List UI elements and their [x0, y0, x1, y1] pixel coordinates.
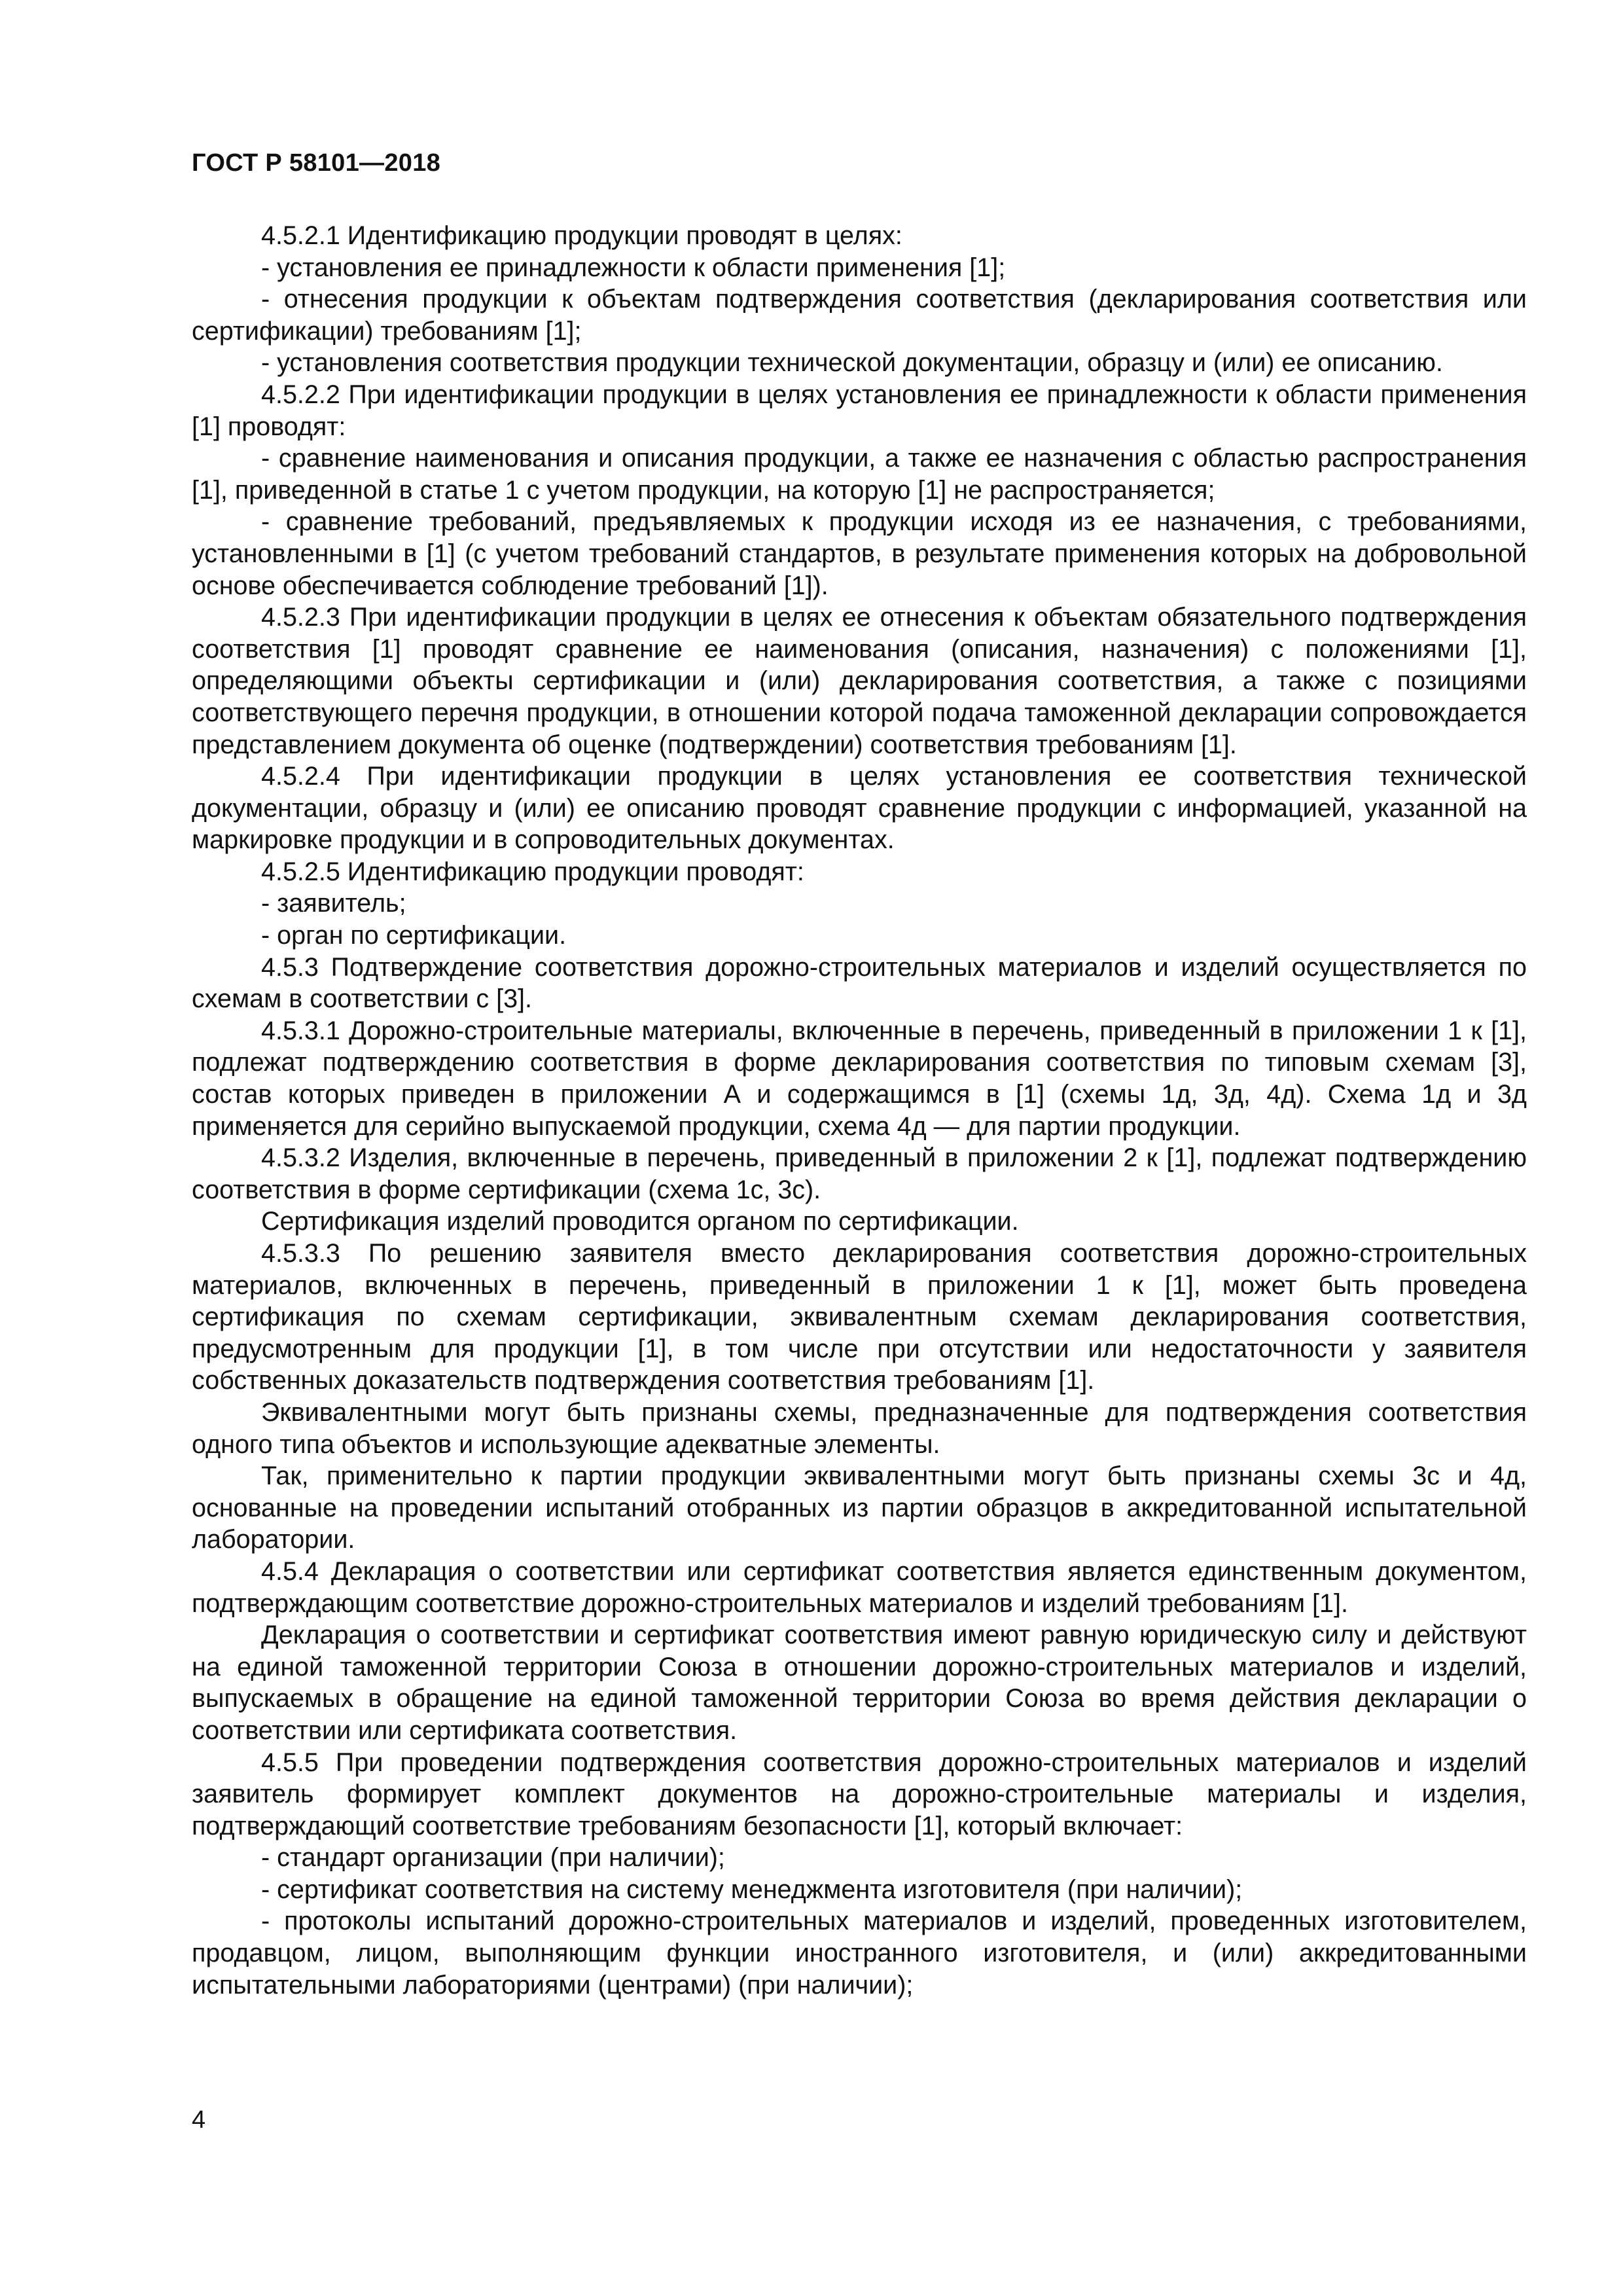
paragraph: 4.5.2.5 Идентификацию продукции проводят:	[261, 857, 804, 886]
paragraph: Эквивалентными могут быть признаны схемы, предназначенные для подтверждения соответствия одного типа объектов и использующие адекватные элементы.	[192, 1397, 1527, 1459]
document-body	[192, 220, 1527, 2001]
paragraph: - сравнение наименования и описания продукции, а также ее назначения с областью распространения [1], приведенной в статье 1 с учетом продукции, на которую [1] не распространяется;	[192, 444, 1527, 505]
paragraph: - орган по сертификации.	[261, 921, 567, 950]
document-header: ГОСТ Р 58101—2018	[192, 149, 441, 177]
paragraph: - заявитель;	[261, 889, 406, 918]
paragraph: - стандарт организации (при наличии);	[261, 1843, 725, 1873]
paragraph: 4.5.3.3 По решению заявителя вместо декларирования соответствия дорожно-строительных материалов, включенных в перечень, приведенный в приложении 1 к [1], может быть проведена сертификация по схемам сертификации, эквивалентным схемам декларирования соответствия, предусмотренным для продукции [1], в том числе при отсутствии или недостаточности у заявителя собственных доказательств подтверждения соответствия требованиям [1].	[192, 1239, 1527, 1395]
paragraph: - сертификат соответствия на систему менеджмента изготовителя (при наличии);	[261, 1874, 1243, 1904]
paragraph: 4.5.3 Подтверждение соответствия дорожно-строительных материалов и изделий осуществляется по схемам в соответствии с [3].	[192, 952, 1527, 1014]
paragraph: 4.5.3.2 Изделия, включенные в перечень, приведенный в приложении 2 к [1], подлежат подтверждению соответствия в форме сертификации (схема 1с, 3с).	[192, 1143, 1527, 1204]
paragraph: - протоколы испытаний дорожно-строительных материалов и изделий, проведенных изготовителем, продавцом, лицом, выполняющим функции иностранного изготовителя, и (или) аккредитованными испытательными лабораториями (центрами) (при наличии);	[192, 1907, 1527, 2000]
paragraph: - установления ее принадлежности к области применения [1];	[261, 253, 1006, 282]
paragraph: 4.5.2.3 При идентификации продукции в целях ее отнесения к объектам обязательного подтверждения соответствия [1] проводят сравнение ее наименования (описания, назначения) с положениями [1], определяющими объекты сертификации и (или) декларирования соответствия, а также с позициями соответствующего перечня продукции, в отношении которой подача таможенной декларации сопровождается представлением документа об оценке (подтверждении) соответствия требованиям [1].	[192, 603, 1527, 759]
paragraph: 4.5.5 При проведении подтверждения соответствия дорожно-строительных материалов и изделий заявитель формирует комплект документов на дорожно-строительные материалы и изделия, подтверждающий соответствие требованиям безопасности [1], который включает:	[192, 1748, 1527, 1840]
paragraph: - сравнение требований, предъявляемых к продукции исходя из ее назначения, с требованиями, установленными в [1] (с учетом требований стандартов, в результате применения которых на добровольной основе обеспечивается соблюдение требований [1]).	[192, 507, 1527, 600]
paragraph: - отнесения продукции к объектам подтверждения соответствия (декларирования соответствия или сертификации) требованиям [1];	[192, 285, 1527, 346]
paragraph: 4.5.2.1 Идентификацию продукции проводят в целях:	[261, 221, 902, 250]
page-number: 4	[192, 2106, 206, 2134]
paragraph: 4.5.4 Декларация о соответствии или сертификат соответствия является единственным документом, подтверждающим соответствие дорожно-строительных материалов и изделий требованиям [1].	[192, 1556, 1527, 1618]
paragraph: 4.5.3.1 Дорожно-строительные материалы, включенные в перечень, приведенный в приложении 1 к [1], подлежат подтверждению соответствия в форме декларирования соответствия по типовым схемам [3], состав которых приведен в приложении А и содержащимся в [1] (схемы 1д, 3д, 4д). Схема 1д и 3д применяется для серийно выпускаемой продукции, схема 4д — для партии продукции.	[192, 1016, 1527, 1141]
paragraph: Декларация о соответствии и сертификат соответствия имеют равную юридическую силу и действуют на единой таможенной территории Союза в отношении дорожно-строительных материалов и изделий, выпускаемых в обращение на единой таможенной территории Союза во время действия декларации о соответствии или сертификата соответствия.	[192, 1621, 1527, 1745]
paragraph: Сертификация изделий проводится органом по сертификации.	[261, 1207, 1019, 1236]
paragraph: Так, применительно к партии продукции эквивалентными могут быть признаны схемы 3с и 4д, основанные на проведении испытаний отобранных из партии образцов в аккредитованной испытательной лаборатории.	[192, 1462, 1527, 1554]
paragraph: - установления соответствия продукции технической документации, образцу и (или) ее описанию.	[261, 348, 1443, 378]
paragraph: 4.5.2.4 При идентификации продукции в целях установления ее соответствия технической документации, образцу и (или) ее описанию проводят сравнение продукции с информацией, указанной на маркировке продукции и в сопроводительных документах.	[192, 762, 1527, 855]
paragraph: 4.5.2.2 При идентификации продукции в целях установления ее принадлежности к области применения [1] проводят:	[192, 380, 1527, 441]
